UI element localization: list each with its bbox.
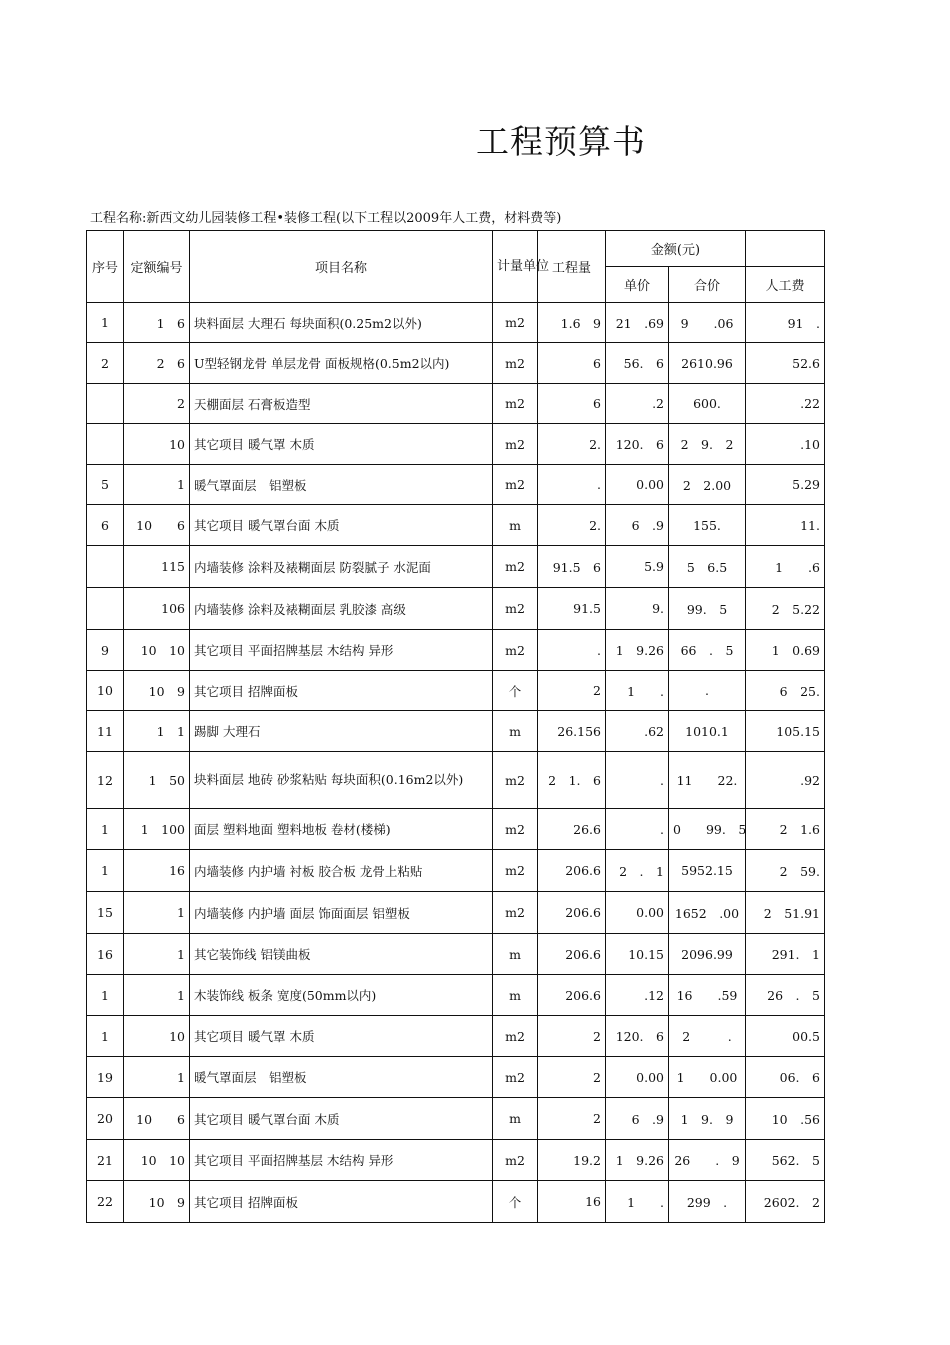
cell-total: 2 9. 2	[669, 424, 746, 465]
table-row	[87, 1181, 825, 1223]
cell-name: 内墙装修 内护墙 衬板 胶合板 龙骨上粘贴	[190, 850, 493, 892]
cell-qty: 19.2	[538, 1140, 606, 1181]
table-row	[87, 588, 825, 630]
cell-unit-price: 9.	[606, 588, 669, 630]
header-unit: 计量单位	[493, 231, 538, 303]
cell-seq: 10	[87, 671, 124, 711]
header-row-1	[87, 231, 825, 267]
cell-unit-price: 1 9.26	[606, 1140, 669, 1181]
cell-qty: 2 1. 6	[538, 752, 606, 809]
cell-unit: m2	[493, 630, 538, 671]
header-seq: 序号	[87, 231, 124, 303]
cell-name: 内墙装修 涂料及裱糊面层 防裂腻子 水泥面	[190, 546, 493, 588]
table-row	[87, 1140, 825, 1181]
cell-unit-price: 0.00	[606, 465, 669, 505]
cell-labor: 26 . 5	[746, 975, 825, 1016]
cell-total: 26 . 9	[669, 1140, 746, 1181]
cell-name: 其它项目 平面招牌基层 木结构 异形	[190, 630, 493, 671]
cell-total: 2610.96	[669, 343, 746, 384]
cell-total: 2096.99	[669, 934, 746, 975]
cell-name: 踢脚 大理石	[190, 711, 493, 752]
table-row	[87, 671, 825, 711]
cell-qty: 206.6	[538, 850, 606, 892]
cell-unit: m2	[493, 892, 538, 934]
cell-name: 其它项目 暖气罩 木质	[190, 424, 493, 465]
table-row	[87, 711, 825, 752]
cell-total: 5 6.5	[669, 546, 746, 588]
cell-code: 1 100	[124, 809, 190, 850]
cell-labor: 562. 5	[746, 1140, 825, 1181]
cell-labor: 2602. 2	[746, 1181, 825, 1223]
cell-code: 2 6	[124, 343, 190, 384]
cell-code: 1 6	[124, 303, 190, 343]
cell-unit-price: 21 .69	[606, 303, 669, 343]
cell-unit: m2	[493, 1057, 538, 1098]
cell-unit: m2	[493, 752, 538, 809]
cell-qty: 2.	[538, 505, 606, 546]
table-row	[87, 630, 825, 671]
cell-unit: m2	[493, 343, 538, 384]
cell-name: 内墙装修 涂料及裱糊面层 乳胶漆 高级	[190, 588, 493, 630]
cell-unit: m	[493, 711, 538, 752]
cell-code: 10	[124, 424, 190, 465]
cell-labor: 10 .56	[746, 1098, 825, 1140]
cell-unit-price: 56. 6	[606, 343, 669, 384]
cell-name: 木装饰线 板条 宽度(50mm以内)	[190, 975, 493, 1016]
cell-name: 块料面层 地砖 砂浆粘贴 每块面积(0.16m2以外)	[190, 752, 493, 809]
cell-unit-price: 0.00	[606, 892, 669, 934]
cell-unit: m2	[493, 809, 538, 850]
cell-total: 1652 .00	[669, 892, 746, 934]
cell-total: 155.	[669, 505, 746, 546]
table-row	[87, 892, 825, 934]
cell-seq: 5	[87, 465, 124, 505]
cell-name: 暖气罩面层 铝塑板	[190, 465, 493, 505]
cell-code: 10	[124, 1016, 190, 1057]
cell-code: 10 10	[124, 630, 190, 671]
cell-name: 其它装饰线 铝镁曲板	[190, 934, 493, 975]
cell-unit-price: .2	[606, 384, 669, 424]
cell-seq: 11	[87, 711, 124, 752]
cell-labor: 5.29	[746, 465, 825, 505]
cell-name: 块料面层 大理石 每块面积(0.25m2以外)	[190, 303, 493, 343]
cell-labor: 06. 6	[746, 1057, 825, 1098]
cell-name: 其它项目 平面招牌基层 木结构 异形	[190, 1140, 493, 1181]
cell-unit-price: 120. 6	[606, 1016, 669, 1057]
cell-qty: 2	[538, 1057, 606, 1098]
cell-seq: 21	[87, 1140, 124, 1181]
cell-unit: m2	[493, 465, 538, 505]
cell-code: 16	[124, 850, 190, 892]
cell-total: 5952.15	[669, 850, 746, 892]
cell-total: 1010.1	[669, 711, 746, 752]
cell-qty: 6	[538, 343, 606, 384]
cell-unit-price: 0.00	[606, 1057, 669, 1098]
cell-name: 面层 塑料地面 塑料地板 卷材(楼梯)	[190, 809, 493, 850]
cell-seq: 6	[87, 505, 124, 546]
cell-unit: m2	[493, 424, 538, 465]
cell-qty: 2	[538, 1098, 606, 1140]
cell-total: 2 2.00	[669, 465, 746, 505]
cell-unit-price: 1 9.26	[606, 630, 669, 671]
cell-unit: 个	[493, 671, 538, 711]
table-row	[87, 465, 825, 505]
cell-qty: 16	[538, 1181, 606, 1223]
cell-name: 其它项目 暖气罩台面 木质	[190, 505, 493, 546]
table-row	[87, 546, 825, 588]
cell-seq: 1	[87, 975, 124, 1016]
cell-name: 其它项目 暖气罩 木质	[190, 1016, 493, 1057]
cell-total: 99. 5	[669, 588, 746, 630]
cell-code: 1	[124, 934, 190, 975]
cell-code: 115	[124, 546, 190, 588]
header-unit-price: 单价	[606, 267, 669, 303]
cell-unit: 个	[493, 1181, 538, 1223]
cell-qty: 2.	[538, 424, 606, 465]
page-title: 工程预算书	[476, 122, 646, 161]
cell-labor: 6 25.	[746, 671, 825, 711]
cell-unit-price: 120. 6	[606, 424, 669, 465]
table-row	[87, 505, 825, 546]
header-name: 项目名称	[190, 231, 493, 303]
cell-seq	[87, 588, 124, 630]
header-blank	[746, 231, 825, 267]
cell-seq	[87, 424, 124, 465]
cell-qty: 26.156	[538, 711, 606, 752]
cell-qty: 91.5 6	[538, 546, 606, 588]
cell-seq: 16	[87, 934, 124, 975]
header-amount: 金额(元)	[606, 231, 746, 267]
cell-qty: 206.6	[538, 892, 606, 934]
cell-qty: 6	[538, 384, 606, 424]
cell-total: 16 .59	[669, 975, 746, 1016]
cell-labor: .22	[746, 384, 825, 424]
table-row	[87, 343, 825, 384]
cell-unit: m2	[493, 588, 538, 630]
cell-seq: 2	[87, 343, 124, 384]
cell-code: 1	[124, 465, 190, 505]
cell-name: 其它项目 暖气罩台面 木质	[190, 1098, 493, 1140]
cell-total: .	[669, 671, 746, 711]
cell-unit: m2	[493, 303, 538, 343]
cell-total: 11 22.	[669, 752, 746, 809]
cell-qty: 91.5	[538, 588, 606, 630]
project-name-line: 工程名称:新西文幼儿园装修工程•装修工程(以下工程以2009年人工费，材料费等)	[90, 211, 562, 226]
cell-qty: .	[538, 465, 606, 505]
cell-unit: m2	[493, 1016, 538, 1057]
cell-total: 0 99. 5	[669, 809, 746, 850]
cell-total: 1 9. 9	[669, 1098, 746, 1140]
cell-name: 其它项目 招牌面板	[190, 671, 493, 711]
cell-unit: m2	[493, 850, 538, 892]
cell-labor: 00.5	[746, 1016, 825, 1057]
cell-seq	[87, 546, 124, 588]
cell-code: 106	[124, 588, 190, 630]
cell-total: 600.	[669, 384, 746, 424]
cell-qty: 206.6	[538, 975, 606, 1016]
cell-qty: 2	[538, 1016, 606, 1057]
cell-name: U型轻钢龙骨 单层龙骨 面板规格(0.5m2以内)	[190, 343, 493, 384]
cell-unit: m	[493, 505, 538, 546]
cell-name: 内墙装修 内护墙 面层 饰面面层 铝塑板	[190, 892, 493, 934]
cell-unit-price: 5.9	[606, 546, 669, 588]
budget-rows	[87, 303, 825, 1223]
cell-code: 10 9	[124, 1181, 190, 1223]
cell-qty: .	[538, 630, 606, 671]
cell-seq: 9	[87, 630, 124, 671]
cell-labor: .92	[746, 752, 825, 809]
header-qty: 工程量	[538, 231, 606, 303]
header-labor: 人工费	[746, 267, 825, 303]
cell-seq: 19	[87, 1057, 124, 1098]
budget-table	[86, 230, 825, 1223]
cell-labor: 2 1.6	[746, 809, 825, 850]
cell-seq: 22	[87, 1181, 124, 1223]
cell-labor: 1 .6	[746, 546, 825, 588]
cell-qty: 206.6	[538, 934, 606, 975]
cell-labor: 52.6	[746, 343, 825, 384]
table-row	[87, 975, 825, 1016]
table-row	[87, 424, 825, 465]
cell-labor: 11.	[746, 505, 825, 546]
cell-unit-price: 1 .	[606, 671, 669, 711]
cell-unit: m2	[493, 1140, 538, 1181]
cell-seq	[87, 384, 124, 424]
cell-labor: 2 59.	[746, 850, 825, 892]
header-total: 合价	[669, 267, 746, 303]
table-row	[87, 850, 825, 892]
table-row	[87, 384, 825, 424]
cell-seq: 1	[87, 809, 124, 850]
cell-unit: m	[493, 1098, 538, 1140]
cell-code: 1 1	[124, 711, 190, 752]
cell-code: 1 50	[124, 752, 190, 809]
cell-seq: 20	[87, 1098, 124, 1140]
cell-total: 9 .06	[669, 303, 746, 343]
cell-labor: .10	[746, 424, 825, 465]
cell-code: 1	[124, 1057, 190, 1098]
cell-code: 10 10	[124, 1140, 190, 1181]
cell-code: 10 9	[124, 671, 190, 711]
cell-seq: 12	[87, 752, 124, 809]
cell-code: 2	[124, 384, 190, 424]
cell-unit-price: .	[606, 752, 669, 809]
cell-unit: m2	[493, 546, 538, 588]
cell-labor: 291. 1	[746, 934, 825, 975]
cell-total: 66 . 5	[669, 630, 746, 671]
table-row	[87, 1057, 825, 1098]
table-row	[87, 1016, 825, 1057]
cell-labor: 1 0.69	[746, 630, 825, 671]
cell-seq: 1	[87, 850, 124, 892]
cell-qty: 26.6	[538, 809, 606, 850]
cell-unit-price: .	[606, 809, 669, 850]
cell-seq: 1	[87, 303, 124, 343]
cell-total: 2 .	[669, 1016, 746, 1057]
table-row	[87, 934, 825, 975]
cell-unit: m2	[493, 384, 538, 424]
cell-total: 1 0.00	[669, 1057, 746, 1098]
cell-code: 1	[124, 975, 190, 1016]
cell-qty: 2	[538, 671, 606, 711]
cell-name: 天棚面层 石膏板造型	[190, 384, 493, 424]
cell-seq: 1	[87, 1016, 124, 1057]
table-row	[87, 809, 825, 850]
cell-labor: 105.15	[746, 711, 825, 752]
cell-qty: 1.6 9	[538, 303, 606, 343]
cell-unit-price: 6 .9	[606, 505, 669, 546]
cell-unit-price: 1 .	[606, 1181, 669, 1223]
cell-code: 10 6	[124, 505, 190, 546]
cell-name: 暖气罩面层 铝塑板	[190, 1057, 493, 1098]
cell-labor: 2 51.91	[746, 892, 825, 934]
header-code: 定额编号	[124, 231, 190, 303]
table-row	[87, 1098, 825, 1140]
cell-name: 其它项目 招牌面板	[190, 1181, 493, 1223]
cell-labor: 2 5.22	[746, 588, 825, 630]
cell-unit-price: .62	[606, 711, 669, 752]
cell-unit: m	[493, 934, 538, 975]
cell-total: 299 .	[669, 1181, 746, 1223]
table-row	[87, 752, 825, 809]
cell-unit-price: 6 .9	[606, 1098, 669, 1140]
cell-code: 1	[124, 892, 190, 934]
cell-code: 10 6	[124, 1098, 190, 1140]
table-row	[87, 303, 825, 343]
cell-unit-price: 2 . 1	[606, 850, 669, 892]
cell-seq: 15	[87, 892, 124, 934]
cell-unit-price: 10.15	[606, 934, 669, 975]
cell-unit-price: .12	[606, 975, 669, 1016]
cell-labor: 91 .	[746, 303, 825, 343]
cell-unit: m	[493, 975, 538, 1016]
